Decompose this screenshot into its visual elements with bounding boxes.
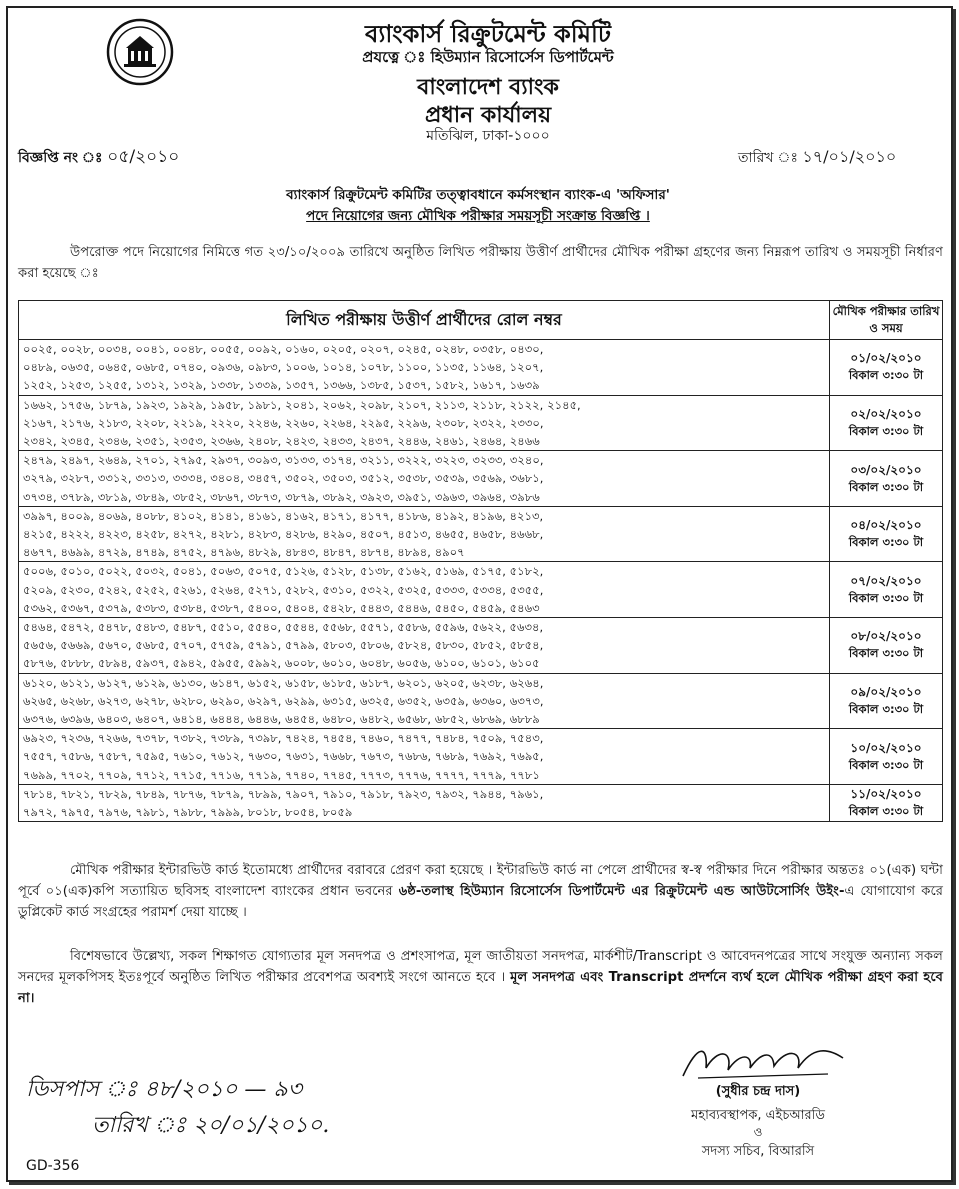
address: মতিঝিল, ঢাকা-১০০০ xyxy=(426,128,550,144)
interview-date: ১১/০২/২০১০ xyxy=(850,787,922,802)
table-row xyxy=(19,451,943,507)
notice-label: বিজ্ঞপ্তি নং ঃ xyxy=(18,150,103,166)
roll-numbers: ১৬৬২, ১৭৫৬, ১৮৭৯, ১৯২৩, ১৯২৯, ১৯৫৮, ১৯৮১, ২০৪১, ২০৬২, ২০৯৮, ২১০৭, ২১১৩, ২১১৮, ২১২২, ২১৪৫, ২১৬৭, ২১৭৬, ২১৮৩, ২২০৮, ২২১৯, ২২২০, ২২৪৬, ২২৬০, ২২৬৪, ২২৯৫, ২২৯৬, ২৩০৮, ২৩২২, ২৩৩০, ২৩৪২, ২৩৪৫, ২৩৪৬, ২৩৫১, ২৩৫৩, ২৩৬৬, ২৪০৮, ২৪২৩, ২৪৩৩, ২৪৩৭, ২৪৪৬, ২৪৬১, ২৪৬৪, ২৪৬৬ xyxy=(19,395,830,451)
notice-number: ০৫/২০১০ xyxy=(107,147,180,167)
notice-date-line xyxy=(738,144,896,171)
interview-time: বিকাল ৩:৩০ টা xyxy=(848,535,924,550)
signatory-designation-1: মহাব্যবস্থাপক, এইচআরডি xyxy=(691,1108,825,1123)
roll-numbers: ৬১২০, ৬১২১, ৬১২৭, ৬১২৯, ৬১৩০, ৬১৪৭, ৬১৫২, ৬১৫৮, ৬১৮৫, ৬১৮৭, ৬২০১, ৬২০৫, ৬২৩৮, ৬২৬৪, ৬২৬৫, ৬২৬৮, ৬২৭৩, ৬২৭৮, ৬২৮০, ৬২৯০, ৬২৯৭, ৬২৯৯, ৬৩১৫, ৬৩২৫, ৬৩৫২, ৬৩৫৯, ৬৩৬০, ৬৩৭৩, ৬৩৭৬, ৬৩৯৬, ৬৪০৩, ৬৪০৭, ৬৪১৪, ৬৪৪৪, ৬৪৪৬, ৬৪৫৪, ৬৪৮০, ৬৪৮২, ৬৫৬৮, ৬৮৫২, ৬৮৬৯, ৬৮৮৯ xyxy=(19,673,830,729)
schedule-cell xyxy=(830,395,943,451)
table-row xyxy=(19,562,943,618)
form-code: GD-356 xyxy=(26,1158,80,1174)
table-row xyxy=(19,618,943,674)
schedule-cell xyxy=(830,340,943,396)
care-of-line: প্রযত্নে ঃ হিউম্যান রিসোর্সেস ডিপার্টমেন্ট xyxy=(362,48,614,66)
subject-line-2: পদে নিয়োগের জন্য মৌখিক পরীক্ষার সময়সূচী সংক্রান্ত বিজ্ঞপ্তি । xyxy=(306,208,650,224)
signatory-designation-2: সদস্য সচিব, বিআরসি xyxy=(701,1144,815,1159)
interview-time: বিকাল ৩:৩০ টা xyxy=(848,368,924,383)
subject-line-1: ব্যাংকার্স রিক্রুটমেন্ট কমিটির তত্ত্বাবধানে কর্মসংস্থান ব্যাংক-এ 'অফিসার' xyxy=(286,187,670,203)
table-row xyxy=(19,395,943,451)
roll-numbers: ৭৮১৪, ৭৮২১, ৭৮২৯, ৭৮৪৯, ৭৮৭৬, ৭৮৭৯, ৭৮৯৯, ৭৯০৭, ৭৯১০, ৭৯১৮, ৭৯২৩, ৭৯৩২, ৭৯৪৪, ৭৯৬১, ৭৯৭২, ৭৯৭৫, ৭৯৭৬, ৭৯৮১, ৭৯৮৮, ৭৯৯৯, ৮০১৮, ৮০৫৪, ৮০৫৯ xyxy=(19,784,830,821)
interview-date: ০৩/০২/২০১০ xyxy=(850,462,922,477)
interview-date: ০৯/০২/২০১০ xyxy=(850,684,922,699)
roll-numbers: ৫৪৬৪, ৫৪৭২, ৫৪৭৮, ৫৪৮৩, ৫৪৮৭, ৫৫১০, ৫৫৪০, ৫৫৪৪, ৫৫৬৮, ৫৫৭১, ৫৫৮৬, ৫৫৯৬, ৫৬২২, ৫৬৩৪, ৫৬৫৬, ৫৬৬৯, ৫৬৭০, ৫৬৮৫, ৫৭০৭, ৫৭৫৯, ৫৭৯১, ৫৭৯৯, ৫৮০৩, ৫৮০৬, ৫৮২৪, ৫৮৩০, ৫৮৫২, ৫৮৫৪, ৫৮৭৬, ৫৮৮৮, ৫৮৯৪, ৫৯৩৭, ৫৯৪২, ৫৯৫৫, ৫৯৯২, ৬০০৮, ৬০১০, ৬০৪৮, ৬০৫৬, ৬১০০, ৬১০১, ৬১০৫ xyxy=(19,618,830,674)
notice-date: ১৭/০১/২০১০ xyxy=(802,147,897,166)
interview-date: ০৭/০২/২০১০ xyxy=(850,573,922,588)
interview-time: বিকাল ৩:৩০ টা xyxy=(848,757,924,772)
signatory-conjunction: ও xyxy=(753,1125,763,1139)
roll-header: লিখিত পরীক্ষায় উত্তীর্ণ প্রার্থীদের রোল নম্বর xyxy=(19,301,830,340)
interview-time: বিকাল ৩:৩০ টা xyxy=(848,590,924,605)
table-header-row xyxy=(19,301,943,340)
interview-time: বিকাল ৩:৩০ টা xyxy=(848,646,924,661)
schedule-cell xyxy=(830,673,943,729)
interview-card-paragraph xyxy=(18,860,943,923)
table-row xyxy=(19,729,943,785)
para3-bold-text: মূল সনদপত্র এবং Transcript প্রদর্শনে ব্যর্থ হলে মৌখিক পরীক্ষা গ্রহণ করা হবে না। xyxy=(18,970,943,1006)
interview-date: ০২/০২/২০১০ xyxy=(850,406,922,421)
schedule-cell xyxy=(830,451,943,507)
handwritten-date: তারিখ ঃ ২০/০১/২০১০. xyxy=(92,1113,330,1138)
handwritten-dispatch: ডিসপাস ঃ ৪৮/২০১০ — ৯৩ xyxy=(26,1077,302,1102)
date-label: তারিখ ঃ xyxy=(738,150,798,166)
interview-time: বিকাল ৩:৩০ টা xyxy=(848,479,924,494)
roll-numbers: ০০২৫, ০০২৮, ০০৩৪, ০০৪১, ০০৪৮, ০০৫৫, ০০৯২, ০১৬০, ০২০৫, ০২০৭, ০২৪৫, ০২৪৮, ০৩৫৮, ০৪৩০, ০৪৮৯, ০৬৩৫, ০৬৪৫, ০৬৮৫, ০৭৪০, ০৯৩৬, ০৯৮৩, ১০০৬, ১০১৪, ১০৭৮, ১১০০, ১১৩৫, ১১৬৪, ১২০৭, ১২৫২, ১২৫৩, ১২৫৫, ১৩১২, ১৩২৯, ১৩৩৮, ১৩৩৯, ১৩৫৭, ১৩৬৬, ১৩৮৫, ১৫৩৭, ১৫৮২, ১৬১৭, ১৬৩৯ xyxy=(19,340,830,396)
schedule-cell xyxy=(830,506,943,562)
roll-numbers: ২৪৭৯, ২৪৯৭, ২৬৪৯, ২৭০১, ২৭৯৫, ২৯৩৭, ৩০৯৩, ৩১৩৩, ৩১৭৪, ৩২১১, ৩২২২, ৩২২৩, ৩২৩৩, ৩২৪০, ৩২৭৯, ৩২৮৭, ৩৩১২, ৩৩১৩, ৩৩৩৪, ৩৪০৪, ৩৪৫৭, ৩৫০২, ৩৫০৩, ৩৫১২, ৩৫৩৮, ৩৫৩৯, ৩৫৬৯, ৩৬৮১, ৩৭৩৪, ৩৭৮৯, ৩৮১৯, ৩৮৪৯, ৩৮৫২, ৩৮৬৭, ৩৮৭৩, ৩৮৭৯, ৩৮৯২, ৩৯২৩, ৩৯৫১, ৩৯৬৩, ৩৯৬৪, ৩৯৮৬ xyxy=(19,451,830,507)
table-row xyxy=(19,340,943,396)
table-row xyxy=(19,673,943,729)
schedule-cell xyxy=(830,784,943,821)
schedule-cell xyxy=(830,729,943,785)
interview-date: ০১/০২/২০১০ xyxy=(850,351,922,366)
interview-date: ০৪/০২/২০১০ xyxy=(850,518,922,533)
para2-text-a: মৌখিক পরীক্ষার ইন্টারভিউ কার্ড ইতোমধ্যে প্রার্থীদের বরাবরে প্রেরণ করা হয়েছে । ইন্টারভিউ কার্ড না পেলে প্রার্থীদের স্ব-স্ব পরীক্ষার দিনে পরীক্ষার অন্ততঃ ০১(এক) ঘন্টা পূর্বে ০১(এক)কপি সত্যায়িত ছবিসহ বাংলাদেশ ব্যাংকের প্রধান ভবনের xyxy=(18,863,943,899)
documents-paragraph xyxy=(18,946,943,1009)
notice-page xyxy=(6,6,953,1182)
interview-time: বিকাল ৩:৩০ টা xyxy=(848,701,924,716)
signatory-name: (সুধীর চন্দ্র দাস) xyxy=(715,1084,801,1099)
schedule-table xyxy=(18,300,943,822)
interview-date: ১০/০২/২০১০ xyxy=(850,740,922,755)
para2-text-b: এ যোগাযোগ করে ডুপ্লিকেট কার্ড সংগ্রহের পরামর্শ দেয়া যাচ্ছে । xyxy=(18,884,943,920)
table-row xyxy=(19,506,943,562)
para3-text-a: বিশেষভাবে উল্লেখ্য, সকল শিক্ষাগত যোগ্যতার মূল সনদপত্র ও প্রশংসাপত্র, মূল জাতীয়তা সনদপত্র, মার্কশীট/Transcript ও আবেদনপত্রের সাথে সংযুক্ত অন্যান্য সকল সনদের মূলকপিসহ ইতঃপূর্বে অনুষ্ঠিত লিখিত পরীক্ষার প্রবেশপত্র অবশ্যই সংগে আনতে হবে । xyxy=(18,949,943,985)
roll-numbers: ৬৯২৩, ৭২৩৬, ৭২৬৬, ৭৩৭৮, ৭৩৮২, ৭৩৮৯, ৭৩৯৮, ৭৪২৪, ৭৪৫৪, ৭৪৬০, ৭৪৭৭, ৭৪৮৪, ৭৫০৯, ৭৫৪৩, ৭৫৫৭, ৭৫৮৬, ৭৫৮৭, ৭৫৯৫, ৭৬১০, ৭৬১২, ৭৬৩০, ৭৬৩১, ৭৬৬৮, ৭৬৭৩, ৭৬৮৬, ৭৬৮৯, ৭৬৯২, ৭৬৯৫, ৭৬৯৯, ৭৭০২, ৭৭০৯, ৭৭১২, ৭৭১৫, ৭৭১৬, ৭৭১৯, ৭৭৪০, ৭৭৪৫, ৭৭৭৩, ৭৭৭৬, ৭৭৭৭, ৭৭৭৯, ৭৭৮১ xyxy=(19,729,830,785)
table-row xyxy=(19,784,943,821)
bank-name: বাংলাদেশ ব্যাংক xyxy=(417,75,559,100)
interview-time: বিকাল ৩:৩০ টা xyxy=(848,423,924,438)
schedule-cell xyxy=(830,618,943,674)
para2-bold-text: ৬ষ্ঠ-তলাস্থ হিউম্যান রিসোর্সেস ডিপার্টমেন্ট এর রিক্রুটমেন্ট এন্ড আউটসোর্সিং উইং- xyxy=(398,884,845,899)
interview-date: ০৮/০২/২০১০ xyxy=(850,629,922,644)
schedule-cell xyxy=(830,562,943,618)
roll-numbers: ৩৯৯৭, ৪০০৯, ৪০৬৯, ৪০৮৮, ৪১০২, ৪১৪১, ৪১৬১, ৪১৬২, ৪১৭১, ৪১৭৭, ৪১৮৬, ৪১৯২, ৪১৯৬, ৪২১৩, ৪২১৫, ৪২২২, ৪২২৩, ৪২৫৮, ৪২৭২, ৪২৮১, ৪২৮৩, ৪২৮৬, ৪২৯০, ৪৫০৭, ৪৫১৩, ৪৬৫৫, ৪৬৫৮, ৪৬৬৮, ৪৬৭৭, ৪৬৯৯, ৪৭২৯, ৪৭৪৯, ৪৭৫২, ৪৭৯৬, ৪৮২৯, ৪৮৪৩, ৪৮৪৭, ৪৮৭৪, ৪৮৯৪, ৪৯০৭ xyxy=(19,506,830,562)
roll-numbers: ৫০০৬, ৫০১০, ৫০২২, ৫০৩২, ৫০৪১, ৫০৬৩, ৫০৭৫, ৫১২৬, ৫১২৮, ৫১৩৮, ৫১৬২, ৫১৬৯, ৫১৭৫, ৫১৮২, ৫২০৯, ৫২৩০, ৫২৪২, ৫২৫২, ৫২৬১, ৫২৬৪, ৫২৭১, ৫২৮২, ৫৩১০, ৫৩২২, ৫৩২৫, ৫৩৩৩, ৫৩৩৪, ৫৩৫৫, ৫৩৬২, ৫৩৬৭, ৫৩৭৯, ৫৩৮৩, ৫৩৮৪, ৫৩৮৭, ৫৪০০, ৫৪০৪, ৫৪২৮, ৫৪৪৩, ৫৪৪৬, ৫৪৫০, ৫৪৫৯, ৫৪৬৩ xyxy=(19,562,830,618)
intro-text: উপরোক্ত পদে নিয়োগের নিমিত্তে গত ২৩/১০/২০০৯ তারিখে অনুষ্ঠিত লিখিত পরীক্ষায় উত্তীর্ণ প্রার্থীদের মৌখিক পরীক্ষা গ্রহণের জন্য নিম্নরূপ তারিখ ও সময়সূচী নির্ধারণ করা হয়েছে ঃ xyxy=(18,245,943,281)
bangladesh-bank-logo xyxy=(106,18,174,86)
schedule-header: মৌখিক পরীক্ষার তারিখ ও সময় xyxy=(830,301,943,340)
head-office: প্রধান কার্যালয় xyxy=(424,103,552,128)
committee-title: ব্যাংকার্স রিক্রুটমেন্ট কমিটি xyxy=(365,20,611,48)
interview-time: বিকাল ৩:৩০ টা xyxy=(848,804,924,819)
signature-mark xyxy=(678,1038,848,1083)
notice-number-line xyxy=(18,144,179,172)
intro-paragraph xyxy=(18,242,943,284)
